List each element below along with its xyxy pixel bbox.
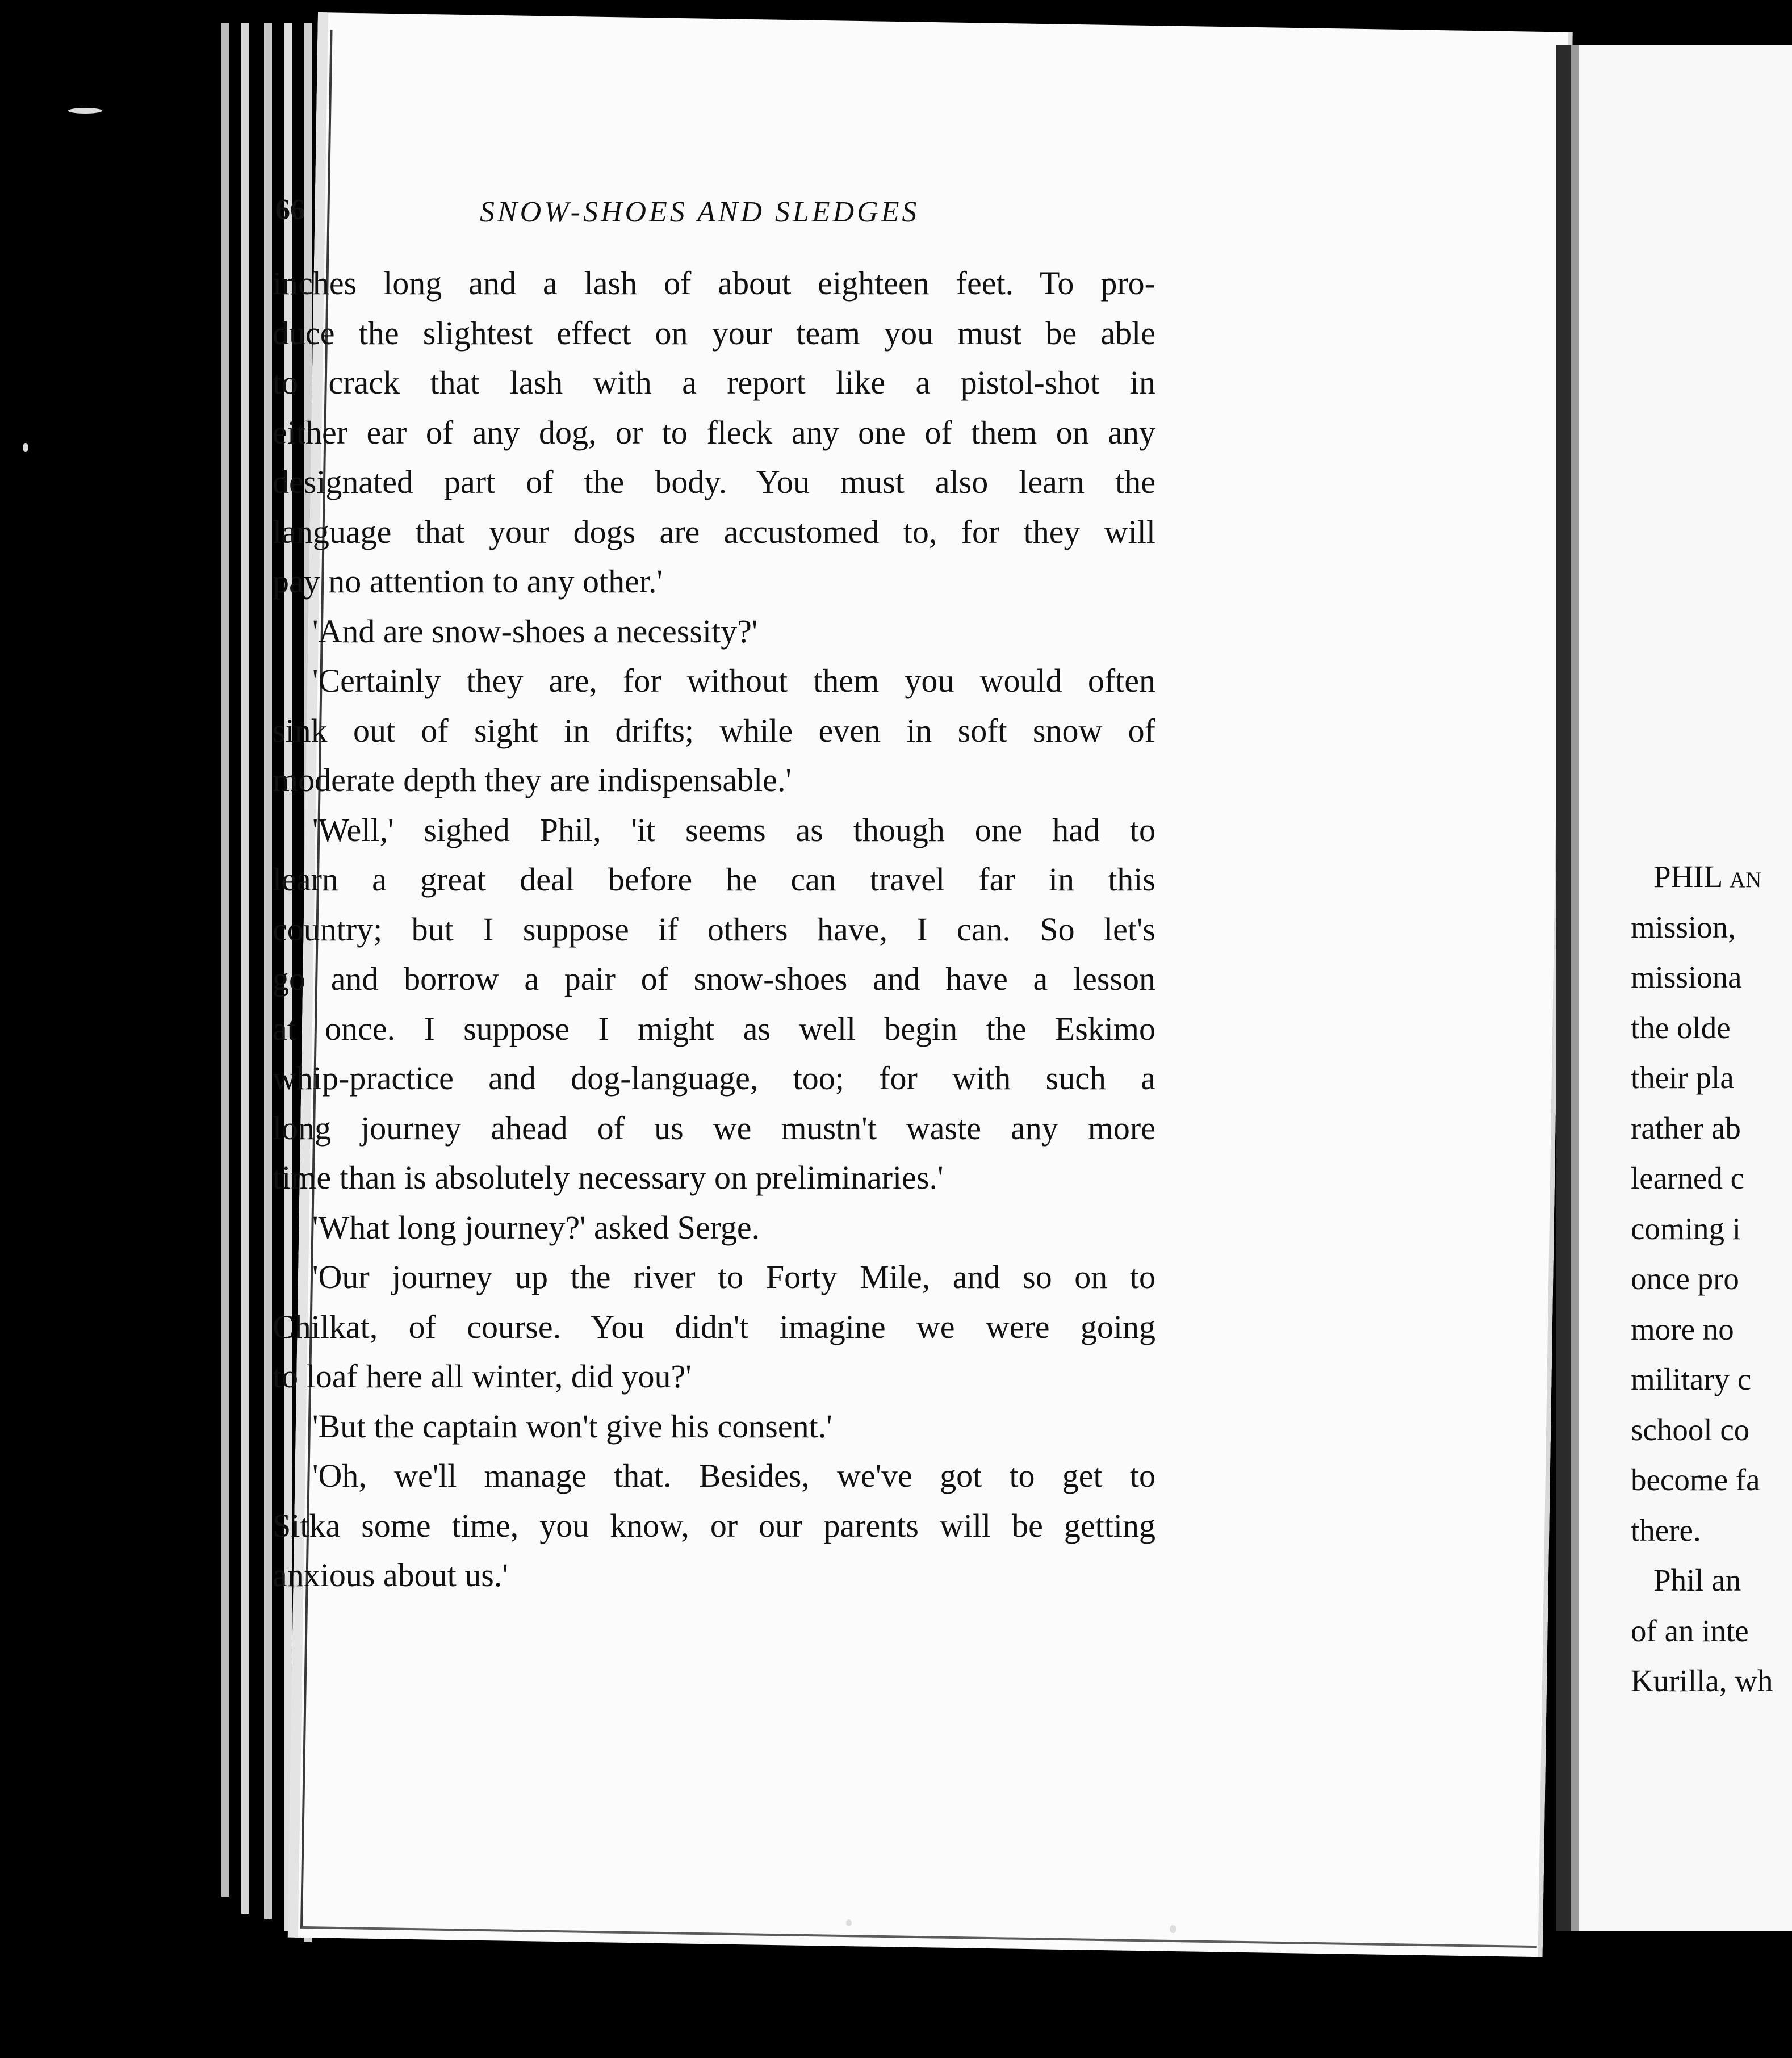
right-text-line: their pla: [1631, 1060, 1734, 1095]
page-edge: [241, 23, 249, 1914]
text-line: duce the slightest effect on your team you must be able: [273, 314, 1155, 352]
right-text-line: rather ab: [1631, 1110, 1741, 1145]
text-line: 'What long journey?' asked Serge.: [312, 1208, 760, 1246]
text-line: to loaf here all winter, did you?': [273, 1358, 692, 1395]
page-edge: [221, 23, 229, 1897]
text-line: to crack that lash with a report like a pistol-shot in: [273, 364, 1155, 401]
text-line: 'Our journey up the river to Forty Mile, and so on to: [312, 1258, 1155, 1295]
scan-speck: [68, 108, 102, 114]
right-text-line: the olde: [1631, 1010, 1731, 1045]
page-edge: [264, 23, 272, 1919]
text-line: long journey ahead of us we mustn't waste any more: [273, 1109, 1155, 1147]
text-line: time than is absolutely necessary on preliminaries.': [273, 1159, 944, 1196]
text-line: 'Certainly they are, for without them you would often: [312, 662, 1155, 699]
text-line: Chilkat, of course. You didn't imagine we were going: [273, 1308, 1155, 1345]
running-head-title: SNOW-SHOES AND SLEDGES: [480, 196, 920, 228]
page-number: 66: [275, 194, 305, 226]
body-text: [273, 258, 1155, 1600]
text-line: 'Well,' sighed Phil, 'it seems as though one had to: [312, 811, 1155, 848]
right-text-line: mission,: [1631, 909, 1736, 944]
text-line: anxious about us.': [273, 1557, 508, 1593]
text-line: either ear of any dog, or to fleck any one of them on any: [273, 413, 1155, 451]
text-line: at once. I suppose I might as well begin the Eskimo: [273, 1010, 1155, 1047]
text-line: designated part of the body. You must also learn the: [273, 463, 1155, 500]
text-line: 'Oh, we'll manage that. Besides, we've got to get to: [312, 1457, 1155, 1494]
text-line: 'But the captain won't give his consent.': [312, 1407, 832, 1445]
text-line: Sitka some time, you know, or our parents will be getting: [273, 1507, 1155, 1544]
right-text-line: coming i: [1631, 1211, 1741, 1246]
text-line: language that your dogs are accustomed to, for they will: [273, 513, 1155, 550]
right-text-line: there.: [1631, 1512, 1701, 1547]
right-text-line: of an inte: [1631, 1613, 1749, 1648]
scan-speck: [23, 443, 28, 452]
text-line: go and borrow a pair of snow-shoes and have a lesson: [273, 960, 1155, 997]
right-page-text: [1631, 852, 1792, 1706]
right-text-line: learned c: [1631, 1161, 1744, 1195]
text-line: moderate depth they are indispensable.': [273, 762, 792, 798]
scan-speck: [846, 1919, 852, 1926]
text-line: 'And are snow-shoes a necessity?': [312, 612, 758, 650]
text-line: country; but I suppose if others have, I can. So let's: [273, 910, 1155, 948]
right-text-line: once pro: [1631, 1261, 1739, 1296]
text-line: inches long and a lash of about eighteen feet. To pro-: [273, 265, 1155, 302]
scan-speck: [1170, 1925, 1176, 1933]
text-line: learn a great deal before he can travel far in this: [273, 861, 1155, 898]
right-text-line: become fa: [1631, 1462, 1760, 1497]
right-text-line: PHIL an: [1653, 859, 1762, 894]
right-text-line: Kurilla, wh: [1631, 1663, 1773, 1698]
right-text-line: school co: [1631, 1412, 1750, 1447]
text-line: pay no attention to any other.': [273, 563, 663, 600]
right-text-line: military c: [1631, 1362, 1752, 1396]
text-line: whip-practice and dog-language, too; for with such a: [273, 1060, 1155, 1097]
text-line: sink out of sight in drifts; while even in soft snow of: [273, 712, 1155, 749]
right-text-line: missiona: [1631, 960, 1742, 994]
running-head: [0, 193, 1792, 239]
right-text-line: Phil an: [1653, 1563, 1741, 1597]
right-text-line: more no: [1631, 1311, 1734, 1346]
